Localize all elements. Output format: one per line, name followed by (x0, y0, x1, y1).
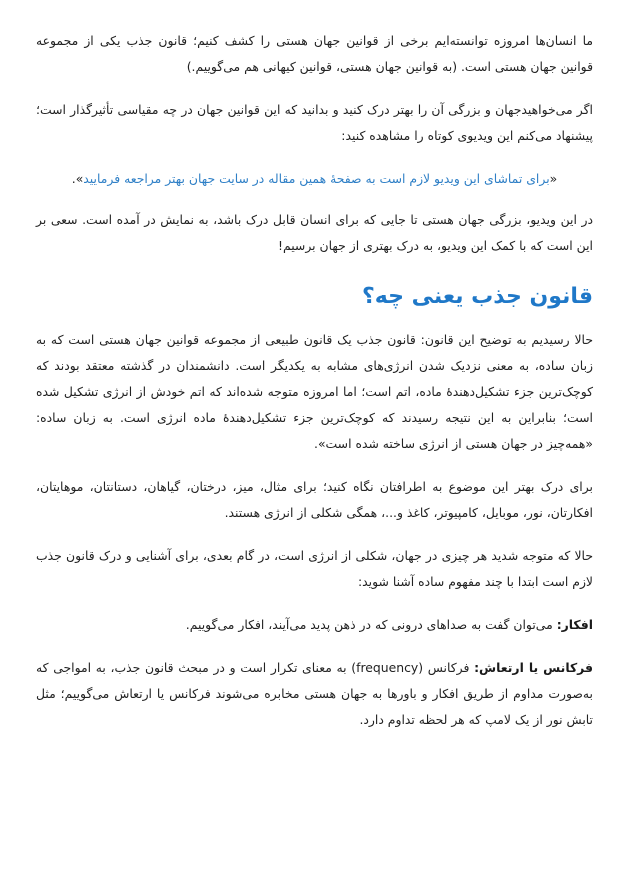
definition-thoughts-text: می‌توان گفت به صداهای درونی که در ذهن پدید می‌آیند، افکار می‌گوییم. (185, 617, 557, 632)
definition-frequency (36, 655, 593, 733)
term-thoughts: افکار: (556, 617, 593, 632)
paragraph-energy-examples: برای درک بهتر این موضوع به اطرافتان نگاه کنید؛ برای مثال، میز، درختان، گیاهان، دستانتان، موهایتان، افکارتان، نور، موبایل، کامپیوتر، کاغذ و...، همگی شکلی از انرژی هستند. (36, 479, 593, 520)
definition-thoughts (36, 612, 593, 638)
term-frequency: فرکانس یا ارتعاش: (474, 660, 594, 675)
paragraph-intro: ما انسان‌ها امروزه توانسته‌ایم برخی از قوانین جهان هستی را کشف کنیم؛ قانون جذب یکی از مجموعه قوانین جهان هستی است. (به قوانین جهان هستی، قوانین کیهانی هم می‌گوییم.) (36, 33, 593, 74)
definition-frequency-text: فرکانس (frequency) به معنای تکرار است و در مبحث قانون جذب، به امواجی که به‌صورت مداوم از طریق افکار و باورها به جهان هستی مخابره می‌شوند فرکانس یا ارتعاش می‌گوییم؛ مثل تابش نور از یک لامپ که هر لحظه تداوم دارد. (36, 660, 593, 727)
video-notice-link[interactable]: برای تماشای این ویدیو لازم است به صفحهٔ همین مقاله در سایت جهان بهتر مراجعه فرمایید (83, 171, 550, 186)
quote-close-mark: ». (71, 171, 84, 186)
paragraph-law-explanation: حالا رسیدیم به توضیح این قانون: قانون جذب یک قانون طبیعی از مجموعه قوانین جهان هستی است که به زبان ساده، به معنی نزدیک شدن انرژی‌های مشابه به یکدیگر است. دانشمندان در گذشته معتقد بودند که کوچک‌ترین جزء تشکیل‌دهندهٔ ماده، اتم است؛ اما امروزه متوجه شده‌اند که اتم خودش از انرژی تشکیل شده است؛ بنابراین به این نتیجه رسیدند که کوچک‌ترین جزء تشکیل‌دهندهٔ ماده انرژی است. به زبان ساده: «همه‌چیز در جهان هستی از انرژی ساخته شده است». (36, 332, 593, 451)
section-heading: قانون جذب یعنی چه؟ (361, 284, 593, 309)
paragraph-concepts-intro: حالا که متوجه شدید هر چیزی در جهان، شکلی از انرژی است، در گام بعدی، برای آشنایی و درک قانون جذب لازم است ابتدا با چند مفهوم ساده آشنا شوید: (36, 548, 593, 589)
paragraph-video-description: در این ویدیو، بزرگی جهان هستی تا جایی که برای انسان قابل درک باشد، به نمایش در آمده است. سعی بر این است که با کمک این ویدیو، به درک بهتری از جهان برسیم! (36, 212, 593, 253)
article-body (36, 28, 593, 750)
paragraph-video-intro: اگر می‌خواهیدجهان و بزرگی آن را بهتر درک کنید و بدانید که این قوانین جهان در چه مقیاسی تأثیرگذار است؛ پیشنهاد می‌کنم این ویدیوی کوتاه را مشاهده کنید: (36, 102, 593, 143)
video-notice (36, 166, 593, 192)
quote-open-mark: « (549, 171, 558, 186)
